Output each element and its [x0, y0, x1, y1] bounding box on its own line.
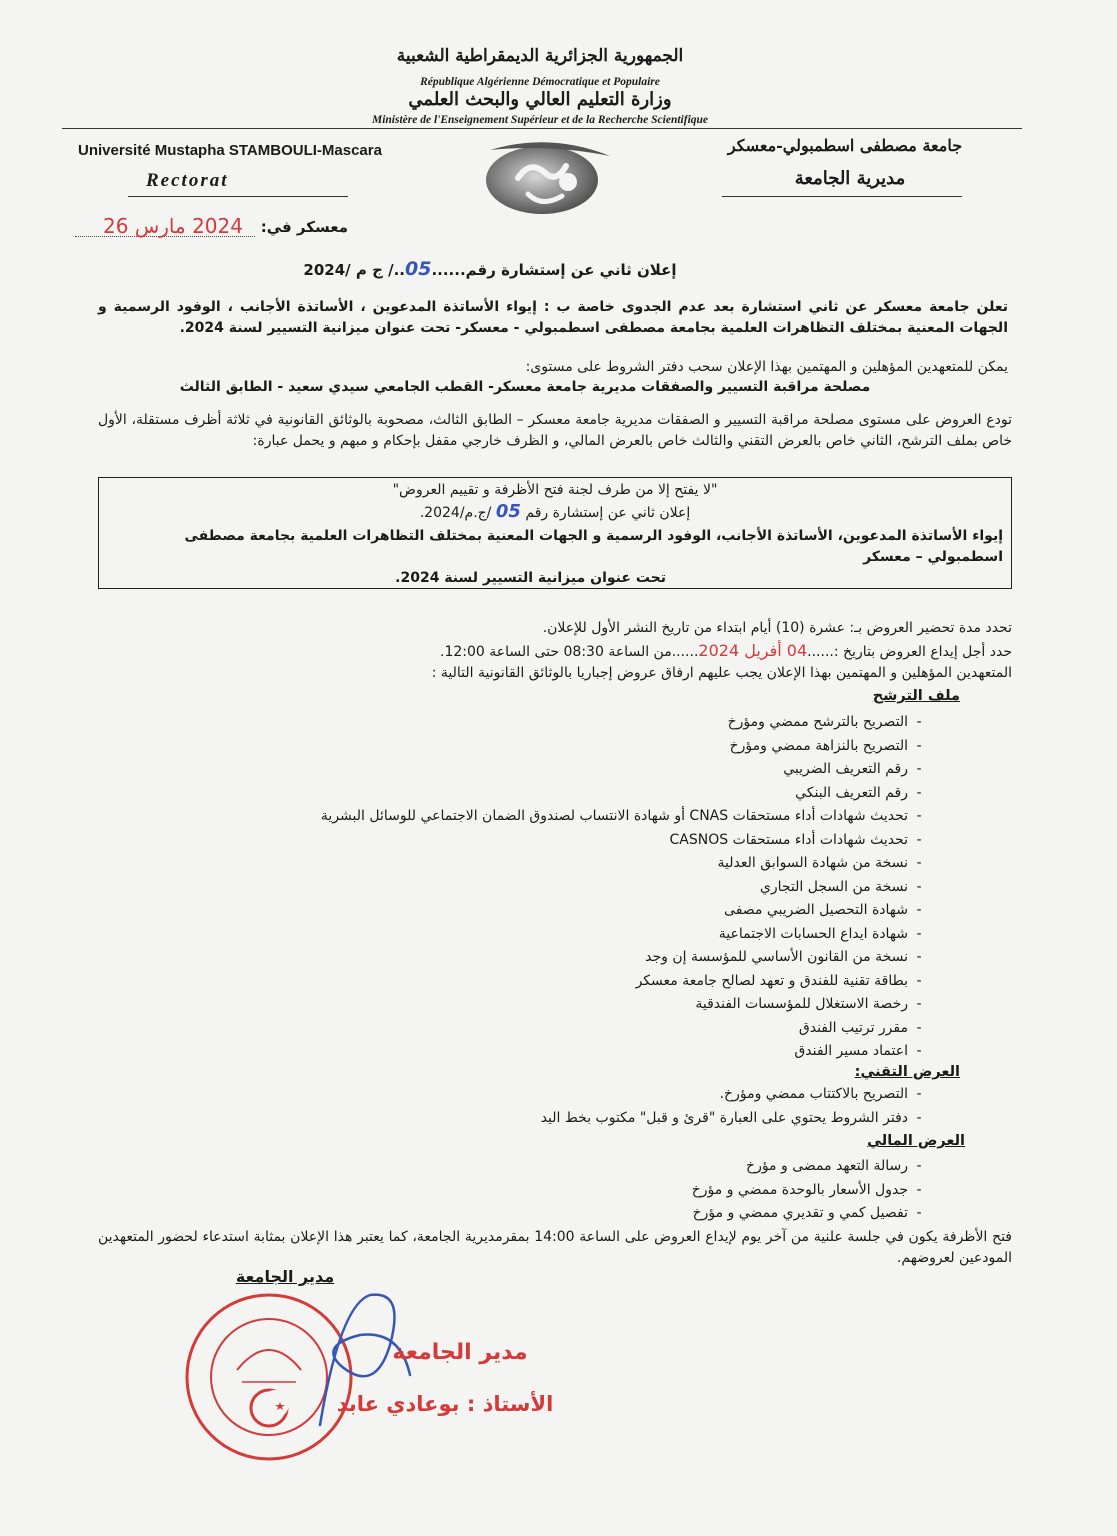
envelope-inscription-box: [98, 477, 1012, 589]
list-item: - بطاقة تقنية للفندق و تعهد لصالح جامعة معسكر: [635, 972, 922, 989]
list-item: - مقرر ترتيب الفندق: [798, 1019, 922, 1036]
withdraw-place: مصلحة مراقبة التسيير والصفقات مديرية جامعة معسكر- القطب الجامعي سيدي سعيد - الطابق الثالث: [179, 379, 871, 395]
list-item: - التصريح بالنزاهة ممضي ومؤرخ: [729, 737, 922, 754]
box-line-2: [99, 501, 1011, 524]
box-line-3: إيواء الأساتذة المدعوين، الأساتذة الأجانب، الوفود الرسمية و الجهات المعنية بمختلف التظاهرات العلمية بجامعة مصطفى اسطمبولي – معسكر: [184, 528, 1003, 565]
box-line-2-prefix: إعلان ثاني عن إستشارة رقم: [525, 505, 691, 521]
section-title-candidacy: ملف الترشح: [872, 688, 960, 704]
list-item: - نسخة من القانون الأساسي للمؤسسة إن وجد: [645, 949, 922, 966]
technical-list: [200, 1083, 930, 1130]
list-item: - جدول الأسعار بالوحدة ممضي و مؤرخ: [691, 1181, 922, 1198]
section-title-financial: العرض المالي: [867, 1133, 965, 1149]
list-item: - تحديث شهادات أداء مستحقات CNAS أو شهادة الانتساب لصندوق الضمان الاجتماعي للوسائل البشرية: [320, 808, 922, 825]
republic-ar: الجمهورية الجزائرية الديمقراطية الشعبية: [396, 46, 684, 66]
list-item: - شهادة ايداع الحسابات الاجتماعية: [718, 925, 922, 942]
list-item: - تفصيل كمي و تقديري ممضي و مؤرخ: [692, 1205, 922, 1222]
intro-paragraph: تعلن جامعة معسكر عن ثاني استشارة بعد عدم الجدوى خاصة ب : إيواء الأساتذة المدعوين ، الأساتذة الأجانب ، الوفود الرسمية و الجهات المعنية بمختلف التظاهرات العلمية بجامعة مصطفى اسطمبولي - معسكر- تحت عنوان ميزانية التسيير لسنة 2024.: [98, 299, 1008, 336]
candidacy-list: [200, 711, 930, 1064]
list-item: - شهادة التحصيل الضريبي مصفى: [724, 902, 922, 919]
deposit-suffix: ......من الساعة 08:30 حتى الساعة 12:00.: [440, 644, 699, 660]
deposit-paragraph: تودع العروض على مستوى مصلحة مراقبة التسيير و الصفقات مديرية جامعة معسكر – الطابق الثالث، مصحوبة بالوثائق القانونية في ثلاثة أظرف مستقلة، الأول خاص بملف الترشح، الثاني خاص بالعرض التقني والثالث خاص بالعرض المالي، و الظرف خارجي مقفل بإحكام و مبهم و يحمل عبارة:: [98, 412, 1012, 449]
rectorat-fr: Rectorat: [146, 170, 229, 191]
section-title-technical: العرض التقني:: [854, 1064, 960, 1080]
directorate-ar: مديرية الجامعة: [794, 168, 906, 189]
list-item: - التصريح بالترشح ممضي ومؤرخ: [727, 714, 922, 731]
financial-list: [200, 1155, 930, 1226]
university-fr: Université Mustapha STAMBOULI-Mascara: [78, 142, 382, 159]
box-number: 05: [495, 501, 521, 522]
signature-title: مدير الجامعة: [235, 1267, 335, 1286]
list-item: - التصريح بالاكتتاب ممضي ومؤرخ.: [719, 1086, 922, 1103]
deposit-prefix: حدد أجل إيداع العروض بتاريخ :......: [807, 644, 1012, 660]
title-suffix: ../ ج م /2024: [303, 261, 405, 279]
list-item: - نسخة من السجل التجاري: [759, 878, 922, 895]
list-item: - تحديث شهادات أداء مستحقات CASNOS: [669, 831, 922, 848]
stamp-title: مدير الجامعة: [392, 1340, 528, 1365]
rectorat-rule: [128, 196, 348, 197]
university-logo: [470, 138, 620, 218]
title-number: 05: [405, 258, 432, 280]
duration-line: تحدد مدة تحضير العروض بـ: عشرة (10) أيام ابتداء من تاريخ النشر الأول للإعلان.: [542, 620, 1012, 636]
ministry-fr: Ministère de l'Enseignement Supérieur et de la Recherche Scientifique: [371, 114, 709, 126]
list-item: - رسالة التعهد ممضى و مؤرخ: [746, 1158, 922, 1175]
deposit-handwritten-date: 04 أفريل 2024: [698, 641, 808, 660]
stamp-name: الأستاذ : بوعادي عابد: [336, 1392, 554, 1416]
docs-intro: المتعهدين المؤهلين و المهتمين بهذا الإعلان يجب عليهم ارفاق عروض إجباريا بالوثائق القانونية التالية :: [431, 665, 1012, 681]
box-line-1: "لا يفتح إلا من طرف لجنة فتح الأظرفة و تقييم العروض": [392, 482, 718, 498]
list-item: - دفتر الشروط يحتوي على العبارة "قرئ و قبل" مكتوب بخط اليد: [540, 1109, 922, 1126]
university-ar: جامعة مصطفى اسطمبولي-معسكر: [727, 136, 963, 155]
box-line-4: تحت عنوان ميزانية التسيير لسنة 2024.: [395, 570, 666, 586]
list-item: - رقم التعريف البنكي: [795, 784, 922, 801]
republic-fr: République Algérienne Démocratique et Populaire: [420, 76, 660, 88]
announcement-title: [300, 258, 680, 280]
ministry-ar: وزارة التعليم العالي والبحث العلمي: [408, 89, 672, 110]
directorate-rule: [722, 196, 962, 197]
list-item: - اعتماد مسير الفندق: [794, 1043, 922, 1060]
withdraw-paragraph: يمكن للمتعهدين المؤهلين و المهتمين بهذا الإعلان سحب دفتر الشروط على مستوى:: [525, 359, 1008, 375]
date-label: معسكر في:: [260, 218, 348, 236]
list-item: - نسخة من شهادة السوابق العدلية: [717, 855, 922, 872]
list-item: - رقم التعريف الضريبي: [783, 761, 922, 778]
deposit-date-line: [98, 640, 1012, 663]
title-prefix: إعلان ثاني عن إستشارة رقم......: [431, 261, 677, 279]
handwritten-date: 2024 مارس 26: [103, 214, 243, 238]
header-rule: [62, 128, 1022, 129]
closing-paragraph: فتح الأظرفة يكون في جلسة علنية من آخر يوم لإيداع العروض على الساعة 14:00 بمقرمديرية الجامعة، كما يعتبر هذا الإعلان بمثابة استدعاء لحضور المتعهدين المودعين لعروضهم.: [98, 1229, 1012, 1266]
box-line-2-suffix: /ج.م/2024.: [419, 505, 492, 521]
list-item: - رخصة الاستغلال للمؤسسات الفندقية: [695, 996, 922, 1013]
